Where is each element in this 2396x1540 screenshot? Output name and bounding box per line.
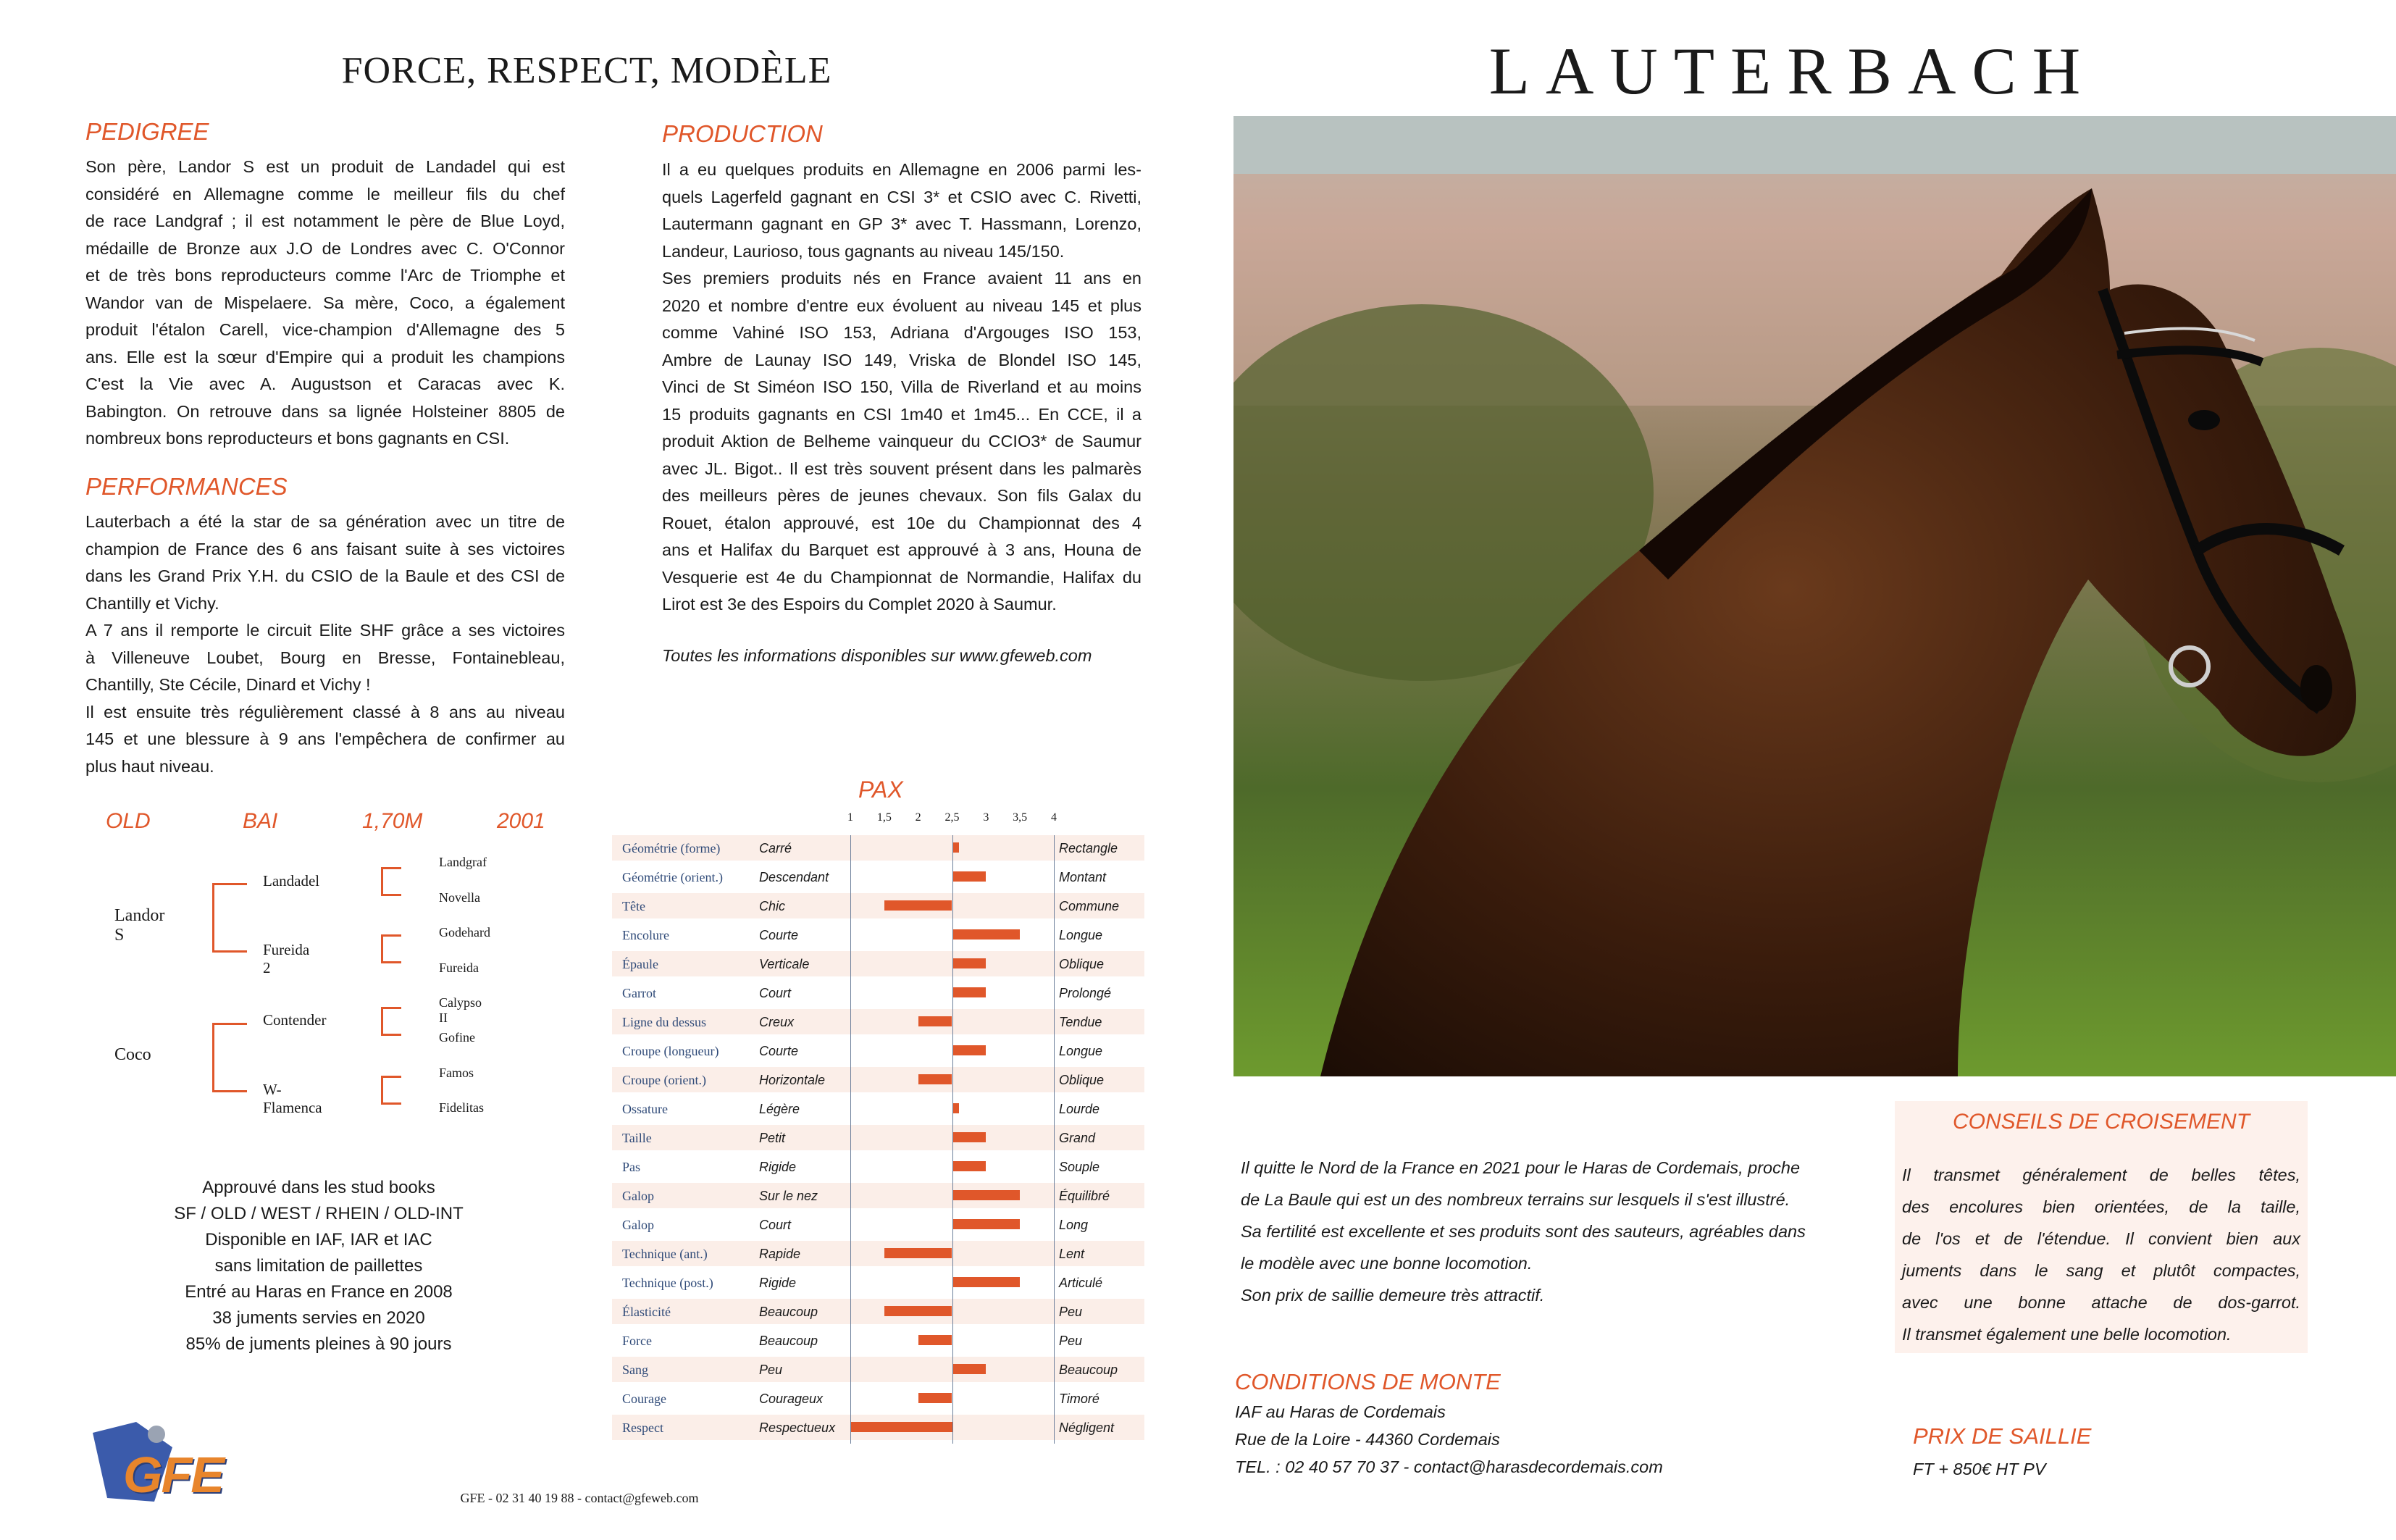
left-page-title: FORCE, RESPECT, MODÈLE <box>341 50 832 91</box>
pax-axis-line <box>952 835 953 1444</box>
pedigree-line: Babington. On retrouve dans sa lignée Holsteiner 8805 de <box>85 401 565 421</box>
pax-bar <box>952 1219 1021 1229</box>
pax-trait-label: Encolure <box>622 928 669 942</box>
pax-row <box>612 835 1144 861</box>
approval-line: Approuvé dans les stud books <box>202 1178 435 1197</box>
pax-low-label: Beaucoup <box>759 1334 818 1348</box>
pedigree-line: et de très bons reproducteurs comme l'Arc de Triomphe et <box>85 266 565 285</box>
pax-low-label: Creux <box>759 1015 795 1029</box>
pax-row <box>612 980 1144 1005</box>
pax-trait-label: Géométrie (forme) <box>622 841 721 855</box>
pedigree-line: nombreux bons reproducteurs et bons gagnants en CSI. <box>85 429 510 448</box>
performances-line: dans les Grand Prix Y.H. du CSIO de la Baule et des CSI de <box>85 566 565 585</box>
pax-bar <box>884 900 952 911</box>
conditions-heading: CONDITIONS DE MONTE <box>1235 1369 1501 1394</box>
performances-line: A 7 ans il remporte le circuit Elite SHF grâce a ses victoires <box>85 621 565 640</box>
conseils-line: avec une bonne attache de dos-garrot. <box>1902 1293 2300 1312</box>
pax-row <box>612 1299 1144 1324</box>
pax-high-label: Long <box>1059 1218 1089 1232</box>
pax-row <box>612 1125 1144 1150</box>
prix-heading: PRIX DE SAILLIE <box>1913 1423 2092 1449</box>
pax-low-label: Chic <box>759 899 786 913</box>
pax-row <box>612 1183 1144 1208</box>
pax-high-label: Longue <box>1059 928 1103 942</box>
approval-line: Entré au Haras en France en 2008 <box>185 1282 453 1302</box>
pax-bar <box>952 1364 987 1374</box>
pax-high-label: Montant <box>1059 870 1107 884</box>
pax-axis-line <box>1054 835 1055 1444</box>
pax-bar <box>952 842 959 853</box>
performances-line: Lauterbach a été la star de sa génération avec un titre de <box>85 512 565 531</box>
conseils-line: Il transmet également une belle locomotion. <box>1902 1325 2232 1344</box>
pax-bar <box>918 1016 952 1026</box>
production-line: comme Vahiné ISO 153, Adriana d'Argouges ISO 153, <box>662 323 1142 342</box>
pax-bar <box>884 1306 952 1316</box>
gen2-name: Contender <box>263 1011 327 1029</box>
pax-high-label: Équilibré <box>1059 1189 1110 1203</box>
pax-high-label: Articulé <box>1059 1276 1103 1290</box>
pax-high-label: Rectangle <box>1059 841 1118 855</box>
story-line: Il quitte le Nord de la France en 2021 pour le Haras de Cordemais, proche <box>1241 1158 1801 1177</box>
performances-text <box>85 509 565 780</box>
pax-high-label: Peu <box>1059 1305 1083 1319</box>
production-line: Rouet, étalon approuvé, est 10e du Championnat des 4 <box>662 513 1142 532</box>
breed-label: OLD <box>106 809 151 833</box>
pax-trait-label: Pas <box>622 1160 641 1174</box>
approvals-list <box>116 1175 521 1357</box>
conditions-line: IAF au Haras de Cordemais <box>1235 1402 1446 1421</box>
pax-bar <box>952 929 1021 940</box>
conseils-box <box>1895 1101 2308 1353</box>
bracket <box>381 1076 401 1105</box>
pax-high-label: Longue <box>1059 1044 1103 1058</box>
pax-low-label: Courte <box>759 928 799 942</box>
production-line: Il a eu quelques produits en Allemagne en 2006 parmi les- <box>662 160 1142 179</box>
production-line: Lautermann gagnant en GP 3* avec T. Hassmann, Lorenzo, <box>662 214 1142 233</box>
performances-line: Il est ensuite très régulièrement classé à 8 ans au niveau <box>85 702 565 721</box>
pax-high-label: Souple <box>1059 1160 1100 1174</box>
pedigree-line: Wandor van de Mispelaere. Sa mère, Coco, a également <box>85 293 565 312</box>
pax-tick-label: 3,5 <box>1013 811 1028 824</box>
conseils-text <box>1902 1159 2300 1350</box>
performances-line: plus haut niveau. <box>85 756 214 776</box>
performances-line: à Villeneuve Loubet, Bourg en Bresse, Fontainebleau, <box>85 648 565 667</box>
pedigree-line: médaille de Bronze aux J.O de Londres avec C. O'Connor <box>85 238 565 258</box>
production-line: produit Aktion de Belheme vainqueur du CCIO3* de Saumur <box>662 432 1142 451</box>
prix-value: FT + 850€ HT PV <box>1913 1460 2046 1478</box>
gen3-name: Calypso II <box>439 995 482 1025</box>
pedigree-line: ans. Elle est la sœur d'Empire qui a produit les champions <box>85 347 565 367</box>
pax-tick-label: 1,5 <box>876 811 892 824</box>
pax-low-label: Horizontale <box>759 1073 826 1087</box>
height-label: 1,70M <box>362 809 423 833</box>
performances-line: 145 et une blessure à 9 ans l'empêchera de confirmer au <box>85 729 565 748</box>
performances-line: champion de France des 6 ans faisant suite à ses victoires <box>85 539 565 558</box>
pedigree-line: considéré en Allemagne comme le meilleur fils du chef <box>85 184 565 204</box>
pax-bar <box>952 1103 959 1113</box>
conseils-heading: CONSEILS DE CROISEMENT <box>1952 1110 2250 1134</box>
pax-bar <box>952 958 987 968</box>
pax-bar <box>952 1132 987 1142</box>
pax-row <box>612 1038 1144 1063</box>
production-line: Ambre de Launay ISO 149, Vriska de Blondel ISO 145, <box>662 350 1142 369</box>
production-heading: PRODUCTION <box>662 120 823 147</box>
gfe-logo-text: GFE <box>123 1447 223 1503</box>
pax-trait-label: Galop <box>622 1218 654 1232</box>
approval-line: Disponible en IAF, IAR et IAC <box>205 1230 432 1250</box>
pax-bar <box>952 871 987 882</box>
bracket <box>212 1023 247 1092</box>
pax-high-label: Tendue <box>1059 1015 1102 1029</box>
pax-trait-label: Élasticité <box>622 1305 671 1319</box>
pax-trait-label: Galop <box>622 1189 654 1203</box>
pax-low-label: Légère <box>759 1102 800 1116</box>
pax-low-label: Peu <box>759 1363 783 1377</box>
pax-trait-label: Garrot <box>622 986 656 1000</box>
pax-bar <box>918 1393 952 1403</box>
pax-tick-label: 1 <box>847 811 853 824</box>
pax-tick-label: 4 <box>1051 811 1057 824</box>
pax-high-label: Prolongé <box>1059 986 1112 1000</box>
pax-bar <box>918 1074 952 1084</box>
pax-bar <box>850 1422 952 1432</box>
pax-low-label: Court <box>759 1218 792 1232</box>
gen3-name: Fidelitas <box>439 1100 484 1115</box>
pax-row <box>612 1096 1144 1121</box>
pax-row <box>612 1212 1144 1237</box>
horse-name-title: LAUTERBACH <box>1488 34 2097 108</box>
pax-trait-label: Taille <box>622 1131 652 1145</box>
pax-low-label: Rigide <box>759 1276 797 1290</box>
pax-high-label: Beaucoup <box>1059 1363 1118 1377</box>
pax-low-label: Court <box>759 986 792 1000</box>
conditions-line: TEL. : 02 40 57 70 37 - contact@harasdecordemais.com <box>1235 1457 1663 1476</box>
pax-low-label: Beaucoup <box>759 1305 818 1319</box>
coat-label: BAI <box>243 809 278 833</box>
approval-line: sans limitation de paillettes <box>214 1256 423 1276</box>
production-line: ans et Halifax du Barquet est approuvé à 3 ans, Houna de <box>662 540 1142 559</box>
story-line: le modèle avec une bonne locomotion. <box>1241 1254 1533 1273</box>
story-line: Son prix de saillie demeure très attractif. <box>1241 1286 1545 1305</box>
pax-tick-label: 3 <box>983 811 989 824</box>
pax-low-label: Verticale <box>759 957 810 971</box>
pax-trait-label: Force <box>622 1334 652 1348</box>
performances-line: Chantilly et Vichy. <box>85 593 219 613</box>
gen3-name: Fureida <box>439 961 479 975</box>
footer-contact: GFE - 02 31 40 19 88 - contact@gfeweb.com <box>460 1491 699 1505</box>
pax-row <box>612 1241 1144 1266</box>
story-line: de La Baule qui est un des nombreux terrains sur lesquels il s'est illustré. <box>1241 1190 1790 1209</box>
pax-row <box>612 951 1144 976</box>
gen3-name: Landgraf <box>439 855 487 869</box>
pax-trait-label: Épaule <box>622 957 658 971</box>
pax-bar <box>952 1045 987 1055</box>
pax-high-label: Peu <box>1059 1334 1083 1348</box>
pax-high-label: Lent <box>1059 1247 1085 1261</box>
pax-bar <box>952 1277 1021 1287</box>
production-line: Ses premiers produits nés en France avaient 11 ans en <box>662 269 1142 288</box>
bracket <box>212 883 247 953</box>
dam-name: Coco <box>114 1045 151 1064</box>
conseils-line: de l'os et de l'étendue. Il convient bien aux <box>1902 1229 2300 1248</box>
story-line: Sa fertilité est excellente et ses produits sont des sauteurs, agréables dans <box>1241 1222 1806 1241</box>
approval-line: 38 juments servies en 2020 <box>212 1308 425 1328</box>
conseils-line: des encolures bien orientées, de la taille, <box>1902 1197 2300 1216</box>
conseils-line: Il transmet généralement de belles têtes, <box>1902 1166 2300 1184</box>
pax-row <box>612 1154 1144 1179</box>
horse-photo-image <box>1233 116 2396 1076</box>
pedigree-line: Son père, Landor S est un produit de Landadel qui est <box>85 157 565 176</box>
production-text <box>662 156 1142 619</box>
pax-trait-label: Ossature <box>622 1102 668 1116</box>
pax-high-label: Grand <box>1059 1131 1096 1145</box>
pedigree-line: produit l'étalon Carell, vice-champion d'Allemagne des 5 <box>85 320 565 339</box>
production-line: Landeur, Laurioso, tous gagnants au niveau 145/150. <box>662 241 1065 261</box>
production-line: quels Lagerfeld gagnant en CSI 3* et CSIO avec C. Rivetti, <box>662 187 1142 206</box>
pax-low-label: Petit <box>759 1131 786 1145</box>
sire-name: Landor S <box>114 906 165 945</box>
pax-row <box>612 1386 1144 1411</box>
gen2-name: Fureida 2 <box>263 941 310 976</box>
pax-row <box>612 1067 1144 1092</box>
pax-bar <box>918 1335 952 1345</box>
pax-trait-label: Croupe (longueur) <box>622 1044 719 1058</box>
pax-high-label: Négligent <box>1059 1420 1115 1435</box>
year-label: 2001 <box>497 809 545 833</box>
horse-photo <box>1233 116 2396 1076</box>
pax-trait-label: Sang <box>622 1363 648 1377</box>
pax-tick-label: 2,5 <box>944 811 960 824</box>
production-line: Vesquerie est 4e du Championnat de Normandie, Halifax du <box>662 567 1142 587</box>
pax-low-label: Respectueux <box>759 1420 836 1435</box>
pax-low-label: Descendant <box>759 870 829 884</box>
pedigree-heading: PEDIGREE <box>85 118 209 145</box>
pedigree-text <box>85 154 565 453</box>
story-text <box>1241 1152 1849 1311</box>
production-line: des meilleurs pères de jeunes chevaux. Son fils Galax du <box>662 486 1142 505</box>
pax-title: PAX <box>858 777 903 803</box>
approval-line: SF / OLD / WEST / RHEIN / OLD-INT <box>174 1204 464 1223</box>
pax-row <box>612 1270 1144 1295</box>
gen3-name: Famos <box>439 1066 474 1080</box>
pedigree-line: C'est la Vie avec A. Augustson et Caracas avec K. <box>85 374 565 393</box>
pax-bar <box>952 1190 1021 1200</box>
bracket <box>381 867 401 896</box>
pax-row <box>612 1328 1144 1353</box>
bracket <box>381 934 401 963</box>
conditions-line: Rue de la Loire - 44360 Cordemais <box>1235 1430 1500 1449</box>
pax-axis-line <box>850 835 851 1444</box>
pax-trait-label: Technique (ant.) <box>622 1247 708 1261</box>
pax-low-label: Rigide <box>759 1160 797 1174</box>
pax-row <box>612 922 1144 947</box>
pax-row <box>612 1009 1144 1034</box>
pax-trait-label: Tête <box>622 899 645 913</box>
gen2-name: W-Flamenca <box>263 1081 322 1116</box>
conditions-text <box>1235 1398 1663 1481</box>
production-line: Lirot est 3e des Espoirs du Complet 2020 à Saumur. <box>662 595 1057 614</box>
approval-line: 85% de juments pleines à 90 jours <box>185 1334 452 1354</box>
gen3-name: Godehard <box>439 925 490 940</box>
pax-bar <box>952 1161 987 1171</box>
production-footer-note: Toutes les informations disponibles sur www.gfeweb.com <box>662 646 1092 665</box>
pax-high-label: Oblique <box>1059 957 1105 971</box>
gen2-name: Landadel <box>263 872 320 890</box>
pax-low-label: Rapide <box>759 1247 801 1261</box>
pax-trait-label: Géométrie (orient.) <box>622 870 723 884</box>
production-line: avec JL. Bigot.. Il est très souvent présent dans les palmarès <box>662 459 1142 478</box>
pax-row <box>612 864 1144 890</box>
pax-low-label: Courte <box>759 1044 799 1058</box>
pax-trait-label: Ligne du dessus <box>622 1015 706 1029</box>
gen3-name: Novella <box>439 890 480 905</box>
pax-high-label: Oblique <box>1059 1073 1105 1087</box>
pax-tick-label: 2 <box>915 811 921 824</box>
performances-line: Chantilly, Ste Cécile, Dinard et Vichy ! <box>85 675 371 694</box>
production-line: 2020 et nombre d'entre eux évoluent au niveau 145 et plus <box>662 296 1142 315</box>
pax-low-label: Carré <box>759 841 792 855</box>
pax-trait-label: Courage <box>622 1392 666 1406</box>
pax-trait-label: Respect <box>622 1420 663 1435</box>
pedigree-line: de race Landgraf ; il est notamment le père de Blue Loyd, <box>85 212 565 230</box>
production-line: Vinci de St Siméon ISO 150, Villa de Riverland et au moins <box>662 377 1142 396</box>
pax-high-label: Timoré <box>1059 1392 1099 1406</box>
pax-trait-label: Technique (post.) <box>622 1276 713 1290</box>
performances-heading: PERFORMANCES <box>85 473 288 500</box>
pax-bar <box>884 1248 952 1258</box>
pax-high-label: Commune <box>1059 899 1120 913</box>
pax-row <box>612 1357 1144 1382</box>
production-line: 15 produits gagnants en CSI 1m40 et 1m45... En CCE, il a <box>662 404 1142 424</box>
gen3-name: Gofine <box>439 1030 475 1045</box>
pax-high-label: Lourde <box>1059 1102 1100 1116</box>
bracket <box>381 1007 401 1036</box>
conseils-line: juments dans le sang et plutôt compactes, <box>1902 1261 2300 1280</box>
pax-low-label: Courageux <box>759 1392 824 1406</box>
pax-row <box>612 893 1144 918</box>
pax-bar <box>952 987 987 997</box>
pax-low-label: Sur le nez <box>759 1189 818 1203</box>
pax-trait-label: Croupe (orient.) <box>622 1073 706 1087</box>
